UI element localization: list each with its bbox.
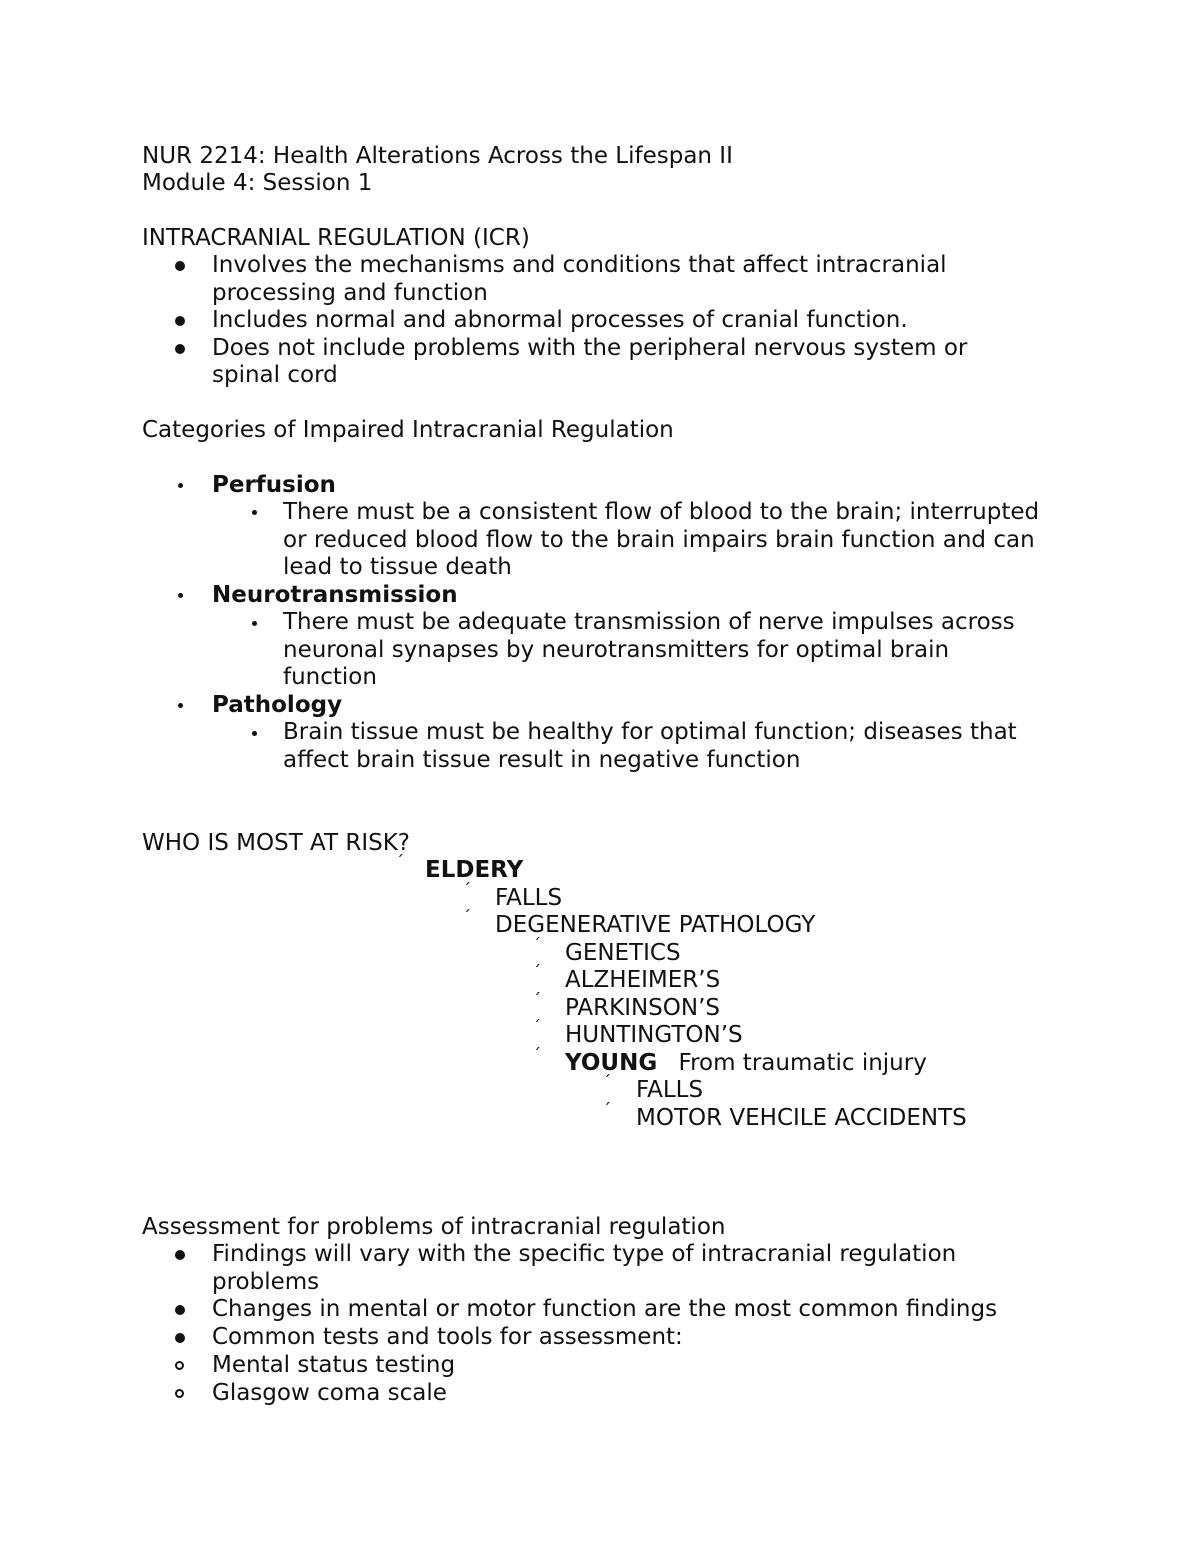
categories-heading: Categories of Impaired Intracranial Regulation bbox=[142, 417, 674, 443]
risk-parkinsons: PARKINSON’S bbox=[565, 995, 721, 1021]
pathology-detail-2: affect brain tissue result in negative function bbox=[283, 747, 801, 773]
risk-huntingtons: HUNTINGTON’S bbox=[565, 1022, 743, 1048]
tick-bullet-icon: ´ bbox=[396, 852, 404, 871]
risk-young-row bbox=[565, 1049, 927, 1077]
risk-heading: WHO IS MOST AT RISK? bbox=[142, 830, 411, 856]
risk-alzheimers: ALZHEIMER’S bbox=[565, 967, 721, 993]
icr-bullet-3-line-1: Does not include problems with the peripheral nervous system or bbox=[212, 335, 968, 361]
tick-bullet-icon: ´ bbox=[533, 1045, 541, 1064]
circle-bullet-icon bbox=[175, 1389, 184, 1398]
risk-falls: FALLS bbox=[495, 885, 563, 911]
icr-bullet-2: Includes normal and abnormal processes of cranial function. bbox=[212, 307, 908, 333]
assessment-bullet-1-line-1: Findings will vary with the specific type of intracranial regulation bbox=[212, 1241, 957, 1267]
bullet-icon bbox=[252, 510, 257, 515]
risk-degenerative: DEGENERATIVE PATHOLOGY bbox=[495, 912, 816, 938]
risk-young-falls: FALLS bbox=[636, 1077, 704, 1103]
tick-bullet-icon: ´ bbox=[463, 907, 471, 926]
icr-bullet-1-line-1: Involves the mechanisms and conditions that affect intracranial bbox=[212, 252, 947, 278]
icr-bullet-3-line-2: spinal cord bbox=[212, 362, 338, 388]
assessment-bullet-2: Changes in mental or motor function are the most common findings bbox=[212, 1296, 998, 1322]
assessment-sub-bullet-1: Mental status testing bbox=[212, 1352, 456, 1378]
bullet-icon bbox=[175, 344, 185, 354]
risk-motor: MOTOR VEHCILE ACCIDENTS bbox=[636, 1105, 967, 1131]
icr-bullet-1-line-2: processing and function bbox=[212, 280, 488, 306]
risk-elderly: ELDERY bbox=[425, 857, 524, 883]
risk-genetics: GENETICS bbox=[565, 940, 681, 966]
tick-bullet-icon: ´ bbox=[533, 935, 541, 954]
bullet-icon bbox=[252, 731, 257, 736]
assessment-heading: Assessment for problems of intracranial regulation bbox=[142, 1214, 726, 1240]
circle-bullet-icon bbox=[175, 1361, 184, 1370]
category-neurotransmission: Neurotransmission bbox=[212, 582, 458, 608]
category-perfusion: Perfusion bbox=[212, 472, 336, 498]
assessment-bullet-1-line-2: problems bbox=[212, 1269, 320, 1295]
perfusion-detail-2: or reduced blood flow to the brain impairs brain function and can bbox=[283, 527, 1035, 553]
neurotransmission-detail-2: neuronal synapses by neurotransmitters for optimal brain bbox=[283, 637, 950, 663]
tick-bullet-icon: ´ bbox=[533, 1017, 541, 1036]
bullet-icon bbox=[175, 261, 185, 271]
perfusion-detail-1: There must be a consistent flow of blood to the brain; interrupted bbox=[283, 499, 1040, 525]
bullet-icon bbox=[175, 1333, 185, 1343]
bullet-icon bbox=[178, 483, 183, 488]
bullet-icon bbox=[178, 703, 183, 708]
category-pathology: Pathology bbox=[212, 692, 343, 718]
neurotransmission-detail-3: function bbox=[283, 664, 377, 690]
tick-bullet-icon: ´ bbox=[603, 1072, 611, 1091]
bullet-icon bbox=[175, 316, 185, 326]
bullet-icon bbox=[178, 593, 183, 598]
tick-bullet-icon: ´ bbox=[533, 990, 541, 1009]
bullet-icon bbox=[175, 1250, 185, 1260]
icr-heading: INTRACRANIAL REGULATION (ICR) bbox=[142, 225, 530, 251]
tick-bullet-icon: ´ bbox=[463, 880, 471, 899]
perfusion-detail-3: lead to tissue death bbox=[283, 554, 512, 580]
tick-bullet-icon: ´ bbox=[533, 962, 541, 981]
pathology-detail-1: Brain tissue must be healthy for optimal function; diseases that bbox=[283, 719, 1017, 745]
risk-young-note: From traumatic injury bbox=[678, 1050, 927, 1076]
neurotransmission-detail-1: There must be adequate transmission of nerve impulses across bbox=[283, 609, 1015, 635]
session-title: Module 4: Session 1 bbox=[142, 170, 373, 196]
tick-bullet-icon: ´ bbox=[603, 1100, 611, 1119]
bullet-icon bbox=[252, 621, 257, 626]
risk-young: YOUNG bbox=[565, 1050, 658, 1076]
course-title: NUR 2214: Health Alterations Across the Lifespan II bbox=[142, 143, 733, 169]
bullet-icon bbox=[175, 1305, 185, 1315]
assessment-bullet-3: Common tests and tools for assessment: bbox=[212, 1324, 683, 1350]
assessment-sub-bullet-2: Glasgow coma scale bbox=[212, 1380, 447, 1406]
